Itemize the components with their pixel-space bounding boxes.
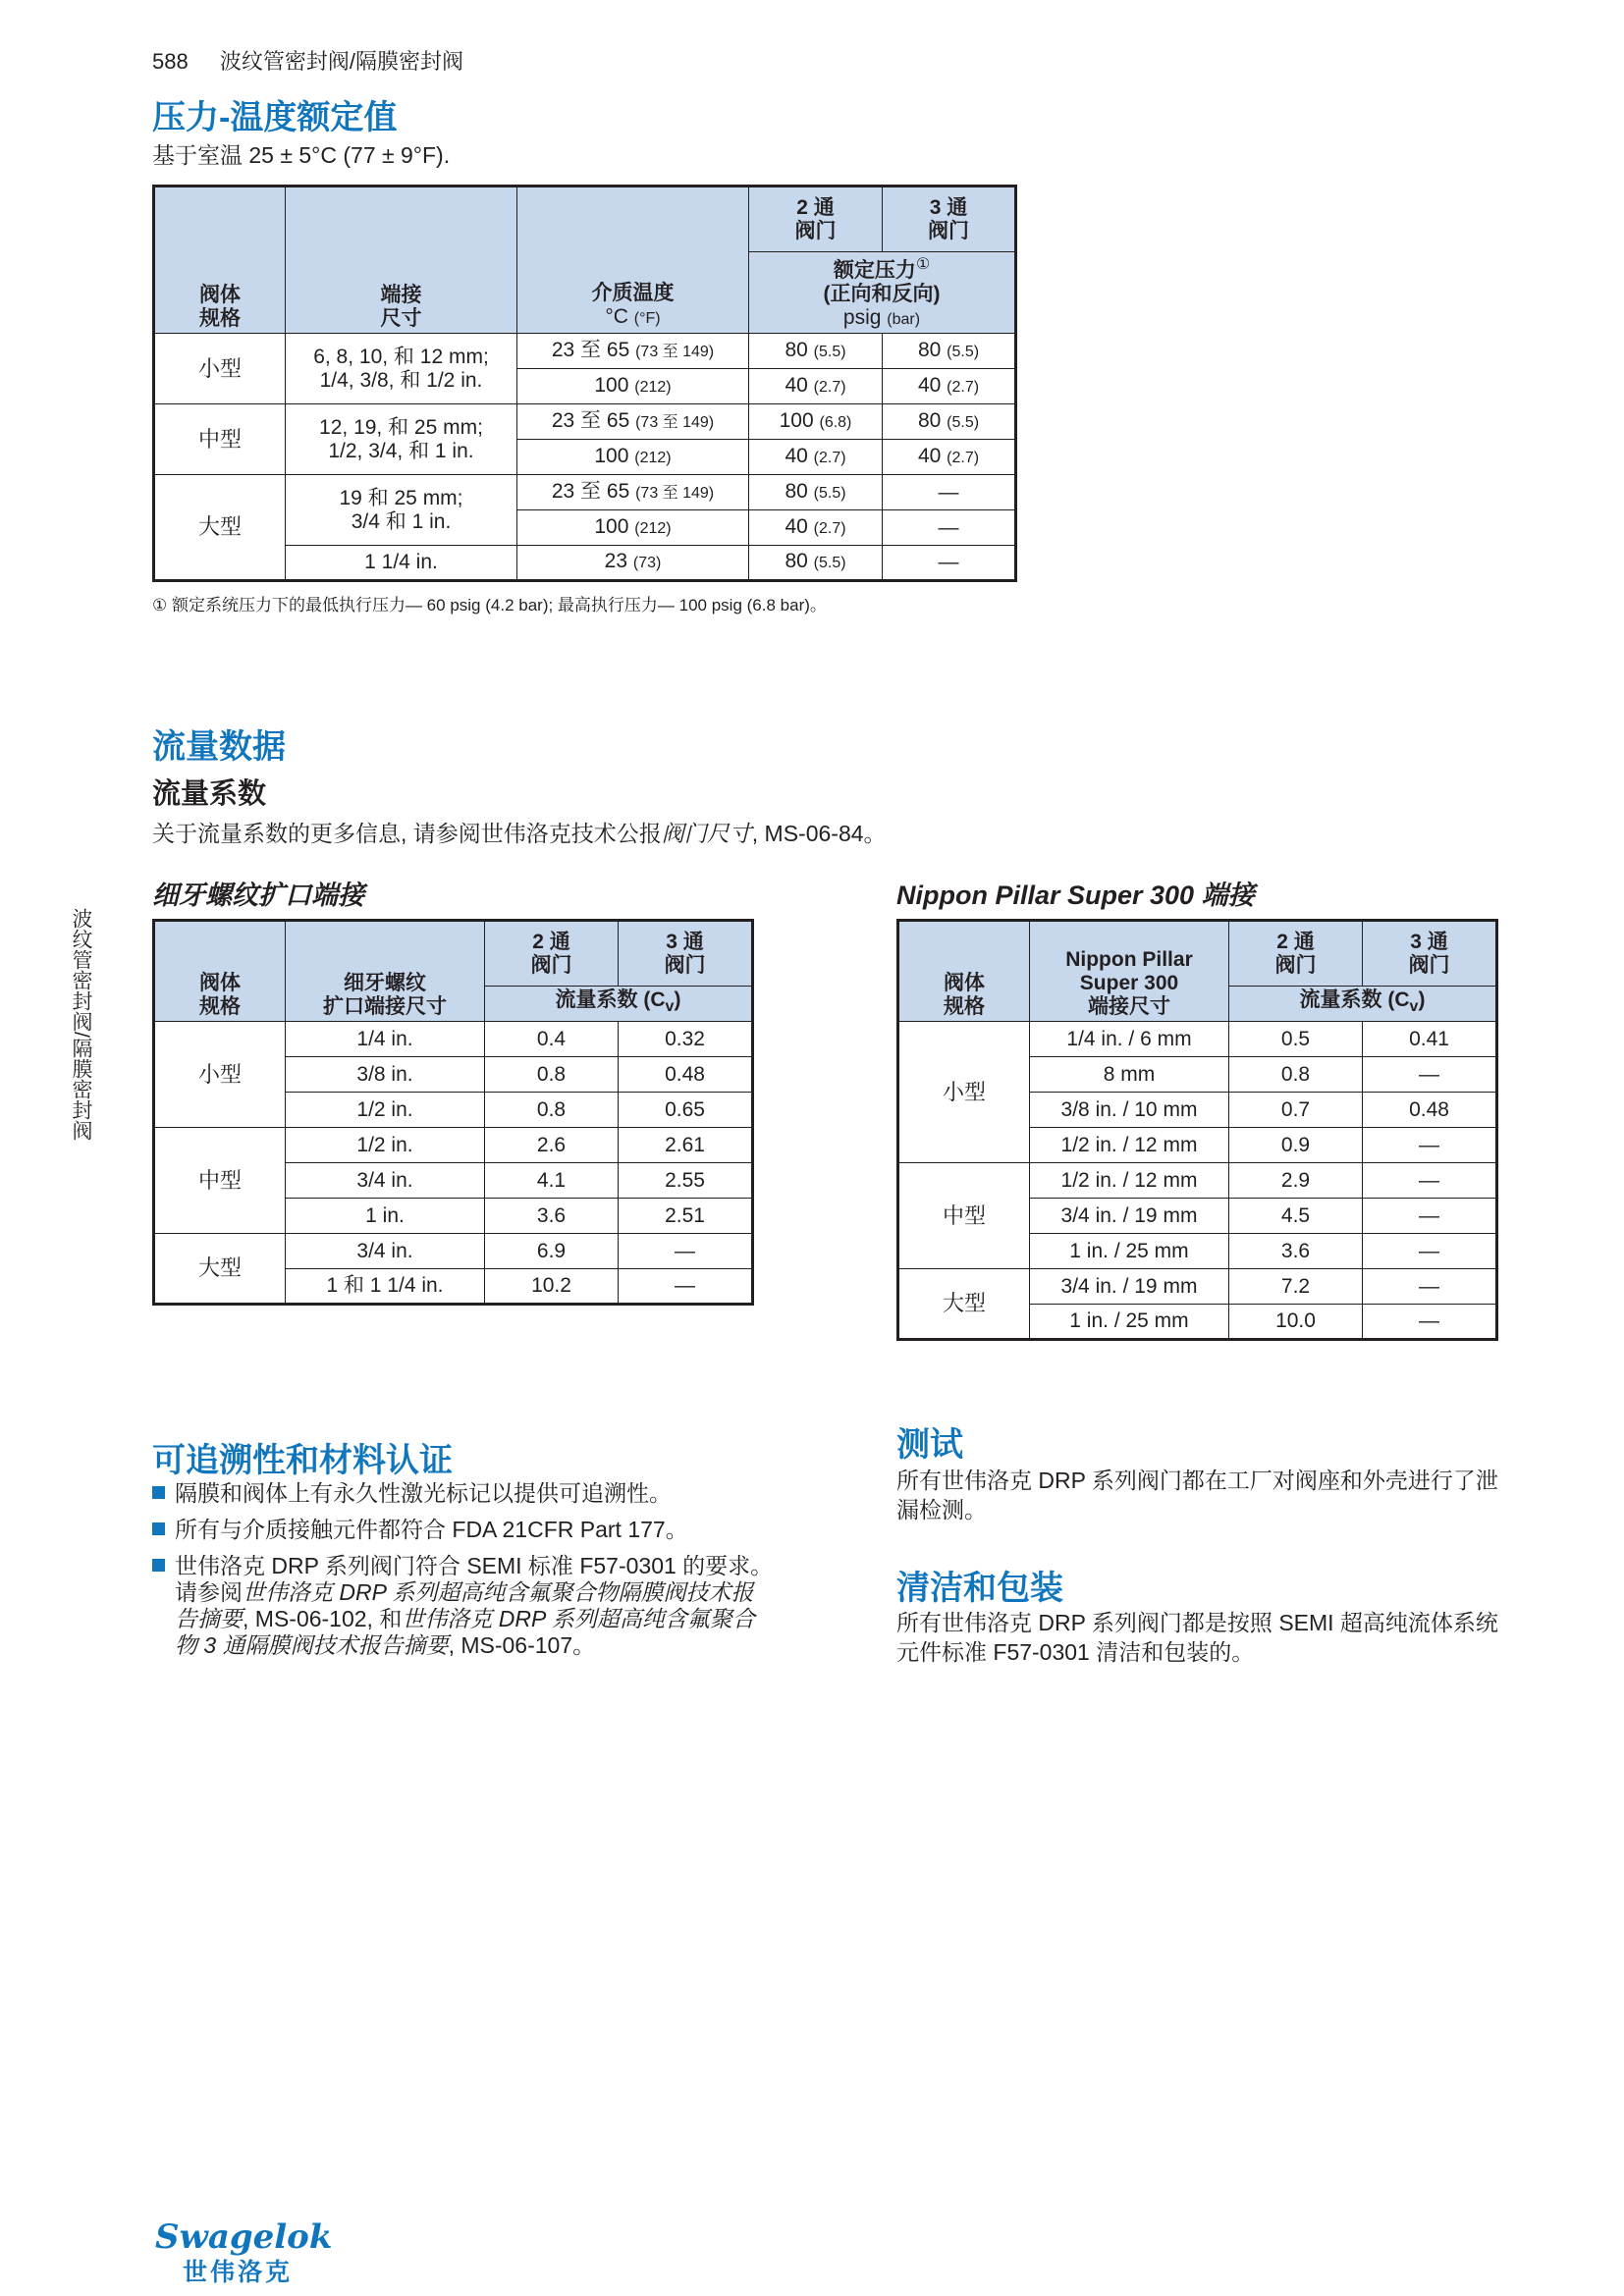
th-two-way: 2 通 阀门: [485, 921, 619, 987]
temp-value: 100: [594, 514, 629, 538]
temp-f-value: (73 至 149): [635, 413, 715, 431]
end-cell: 1 in. / 25 mm: [1030, 1305, 1229, 1340]
temp-cell: [517, 475, 749, 510]
table-row: [898, 1163, 1497, 1199]
two-way-cell: [749, 510, 883, 546]
two-way-cell: 3.6: [1229, 1234, 1363, 1269]
temp-cell: [517, 369, 749, 404]
three-way-cell: —: [883, 475, 1016, 510]
end-cell: 1 in. / 25 mm: [1030, 1234, 1229, 1269]
end-cell: 3/4 in. / 19 mm: [1030, 1269, 1229, 1305]
temp-f-value: (212): [634, 449, 672, 466]
ref-doc-title: 告摘要: [175, 1606, 243, 1631]
th-cv-sub: v: [665, 998, 675, 1016]
bar-value: (5.5): [813, 555, 846, 571]
bar-value: (2.7): [813, 449, 846, 466]
list-item: [152, 1517, 859, 1543]
psig-value: 40: [917, 373, 942, 397]
th-two-way: 2 通 阀门: [749, 187, 883, 252]
page-header: [152, 45, 463, 76]
psig-value: 40: [785, 444, 808, 467]
th-temp-unit-f: (°F): [633, 310, 661, 327]
bar-value: (5.5): [947, 413, 980, 431]
bar-value: (5.5): [813, 343, 846, 360]
temp-f-value: (212): [634, 378, 672, 396]
end-cell: 3/8 in. / 10 mm: [1030, 1093, 1229, 1128]
two-way-cell: 0.5: [1229, 1022, 1363, 1057]
temp-value: 23: [604, 550, 628, 572]
traceability-title: 可追溯性和材料认证: [152, 1442, 453, 1479]
end-cell: 1/4 in.: [286, 1022, 485, 1057]
ref-doc-title: 世伟洛克 DRP 系列超高纯含氟聚合: [402, 1606, 755, 1631]
ref-doc-title: 世伟洛克 DRP 系列超高纯含氟聚合物隔膜阀技术报: [243, 1579, 754, 1605]
th-flow-coefficient: [485, 987, 753, 1022]
two-way-cell: 0.8: [485, 1093, 619, 1128]
ref-doc-title: 物 3 通隔膜阀技术报告摘要: [175, 1632, 449, 1658]
table-row: [154, 334, 1016, 369]
th-three-way: 3 通 阀门: [883, 187, 1016, 252]
end-cell: 6, 8, 10, 和 12 mm; 1/4, 3/8, 和 1/2 in.: [286, 334, 517, 404]
fine-thread-flow-table: [152, 919, 754, 1306]
th-end-size: 端接 尺寸: [286, 187, 517, 334]
nippon-title: Nippon Pillar Super 300 端接: [896, 881, 1255, 910]
temp-value: 23 至 65: [551, 338, 630, 361]
table-row: [898, 1022, 1497, 1057]
three-way-cell: —: [619, 1234, 753, 1269]
two-way-cell: [749, 546, 883, 581]
bar-value: (2.7): [813, 519, 846, 537]
end-cell: 1/2 in.: [286, 1128, 485, 1163]
three-way-cell: 0.41: [1363, 1022, 1497, 1057]
bullet-icon: [152, 1522, 165, 1535]
th-cv-close: ): [1418, 988, 1426, 1011]
th-two-way: 2 通 阀门: [1229, 921, 1363, 987]
temp-f-value: (212): [634, 519, 672, 537]
psig-value: 80: [917, 338, 942, 361]
three-way-cell: —: [1363, 1199, 1497, 1234]
psig-value: 80: [785, 479, 808, 503]
two-way-cell: 0.8: [485, 1057, 619, 1093]
table-row: [898, 1269, 1497, 1305]
two-way-cell: [749, 440, 883, 475]
three-way-cell: [883, 440, 1016, 475]
end-cell: 1/2 in. / 12 mm: [1030, 1163, 1229, 1199]
size-cell: 小型: [154, 1022, 286, 1128]
three-way-cell: —: [1363, 1234, 1497, 1269]
th-three-way: 3 通 阀门: [619, 921, 753, 987]
cleaning-text-line: 所有世伟洛克 DRP 系列阀门都是按照 SEMI 超高纯流体系统: [896, 1610, 1498, 1635]
two-way-cell: [749, 404, 883, 440]
bullet-icon: [152, 1486, 165, 1499]
bar-value: (5.5): [947, 343, 980, 360]
size-cell: 大型: [154, 1234, 286, 1305]
end-cell: 3/8 in.: [286, 1057, 485, 1093]
th-rated-label: 额定压力: [833, 259, 916, 282]
traceability-list: [152, 1480, 859, 1659]
temp-cell: [517, 546, 749, 581]
size-cell: 中型: [154, 1128, 286, 1234]
th-rated-direction: (正向和反向): [823, 283, 941, 305]
three-way-cell: [883, 334, 1016, 369]
bar-value: (5.5): [813, 484, 846, 502]
testing-title: 测试: [896, 1426, 963, 1464]
th-body-size: 阀体 规格: [898, 921, 1030, 1022]
list-item-text: , MS-06-107。: [448, 1632, 596, 1658]
end-cell: 8 mm: [1030, 1057, 1229, 1093]
table-row: [154, 1128, 753, 1163]
two-way-cell: 10.0: [1229, 1305, 1363, 1340]
temp-value: 100: [594, 373, 629, 397]
end-cell: 1/2 in.: [286, 1093, 485, 1128]
pressure-subtitle: 基于室温 25 ± 5°C (77 ± 9°F).: [152, 142, 451, 168]
flow-desc-pre: 关于流量系数的更多信息, 请参阅世伟洛克技术公报: [152, 821, 662, 846]
three-way-cell: —: [1363, 1057, 1497, 1093]
size-cell: 中型: [898, 1163, 1030, 1269]
th-media-temp: [517, 187, 749, 334]
three-way-cell: —: [883, 546, 1016, 581]
th-temp-unit-c: °C: [605, 305, 628, 328]
th-cv-label: 流量系数 (C: [555, 988, 666, 1011]
two-way-cell: 0.9: [1229, 1128, 1363, 1163]
temp-value: 100: [594, 444, 629, 467]
bar-value: (6.8): [819, 413, 852, 431]
flow-desc-em: 阀门尺寸: [661, 821, 752, 846]
size-cell: 中型: [154, 404, 286, 475]
temp-f-value: (73 至 149): [635, 343, 715, 360]
size-cell: 大型: [154, 475, 286, 581]
three-way-cell: 0.48: [619, 1057, 753, 1093]
three-way-cell: 2.61: [619, 1128, 753, 1163]
testing-text-line: 漏检测。: [896, 1497, 987, 1522]
list-item-text: , MS-06-102, 和: [243, 1606, 403, 1631]
pressure-temperature-table: [152, 185, 1017, 582]
bar-value: (2.7): [813, 378, 846, 396]
fine-thread-title: 细牙螺纹扩口端接: [152, 881, 364, 910]
two-way-cell: 10.2: [485, 1269, 619, 1305]
temp-value: 23 至 65: [551, 408, 630, 432]
temp-cell: [517, 440, 749, 475]
two-way-cell: 0.4: [485, 1022, 619, 1057]
table-row: [154, 404, 1016, 440]
list-item: [152, 1480, 859, 1507]
psig-value: 80: [785, 338, 808, 361]
temp-cell: [517, 510, 749, 546]
page-number: 588: [152, 49, 189, 74]
temp-cell: [517, 404, 749, 440]
th-body-size: 阀体 规格: [154, 921, 286, 1022]
logo-brand: Swagelok: [155, 2217, 333, 2257]
three-way-cell: 0.48: [1363, 1093, 1497, 1128]
list-item-text: 请参阅: [175, 1579, 243, 1605]
psig-value: 40: [917, 444, 942, 467]
three-way-cell: —: [1363, 1269, 1497, 1305]
two-way-cell: 0.8: [1229, 1057, 1363, 1093]
size-cell: 小型: [898, 1022, 1030, 1163]
th-cv-label: 流量系数 (C: [1299, 988, 1410, 1011]
table-row: [154, 1022, 753, 1057]
list-item-text: 世伟洛克 DRP 系列阀门符合 SEMI 标准 F57-0301 的要求。: [175, 1553, 774, 1578]
header-title: 波纹管密封阀/隔膜密封阀: [219, 49, 463, 74]
list-item-text: 隔膜和阀体上有永久性激光标记以提供可追溯性。: [175, 1480, 672, 1506]
psig-value: 80: [785, 550, 808, 572]
cleaning-text: [896, 1608, 1584, 1667]
psig-value: 100: [779, 408, 814, 432]
temp-f-value: (73): [632, 555, 662, 571]
end-cell: 3/4 in.: [286, 1234, 485, 1269]
psig-value: 40: [785, 373, 808, 397]
swagelok-logo: [155, 2217, 332, 2288]
th-cv-close: ): [674, 988, 681, 1011]
psig-value: 40: [785, 514, 808, 538]
three-way-cell: —: [883, 510, 1016, 546]
two-way-cell: 4.1: [485, 1163, 619, 1199]
three-way-cell: [883, 404, 1016, 440]
end-cell: 1 in.: [286, 1199, 485, 1234]
list-item: [152, 1553, 859, 1659]
end-cell: 19 和 25 mm; 3/4 和 1 in.: [286, 475, 517, 546]
th-three-way: 3 通 阀门: [1363, 921, 1497, 987]
th-end-size: 细牙螺纹 扩口端接尺寸: [286, 921, 485, 1022]
three-way-cell: 2.55: [619, 1163, 753, 1199]
two-way-cell: 7.2: [1229, 1269, 1363, 1305]
end-cell: 1 1/4 in.: [286, 546, 517, 581]
cleaning-title: 清洁和包装: [896, 1570, 1063, 1607]
two-way-cell: 4.5: [1229, 1199, 1363, 1234]
two-way-cell: [749, 334, 883, 369]
size-cell: 小型: [154, 334, 286, 404]
testing-text: [896, 1466, 1584, 1524]
end-cell: 3/4 in. / 19 mm: [1030, 1199, 1229, 1234]
nippon-flow-table: [896, 919, 1498, 1341]
size-cell: 大型: [898, 1269, 1030, 1340]
three-way-cell: 2.51: [619, 1199, 753, 1234]
th-body-size: 阀体 规格: [154, 187, 286, 334]
th-rated-mark: ①: [915, 256, 931, 273]
end-cell: 1/4 in. / 6 mm: [1030, 1022, 1229, 1057]
cleaning-text-line: 元件标准 F57-0301 清洁和包装的。: [896, 1639, 1255, 1665]
three-way-cell: —: [1363, 1128, 1497, 1163]
temp-cell: [517, 334, 749, 369]
flow-description: [152, 819, 887, 848]
temp-value: 23 至 65: [551, 479, 630, 503]
table-row: [154, 475, 1016, 510]
flow-section-title: 流量数据: [152, 728, 286, 766]
bullet-icon: [152, 1559, 165, 1572]
th-end-size: Nippon Pillar Super 300 端接尺寸: [1030, 921, 1229, 1022]
psig-value: 80: [917, 408, 942, 432]
pressure-footnote: ① 额定系统压力下的最低执行压力— 60 psig (4.2 bar); 最高执行压力— 100 psig (6.8 bar)。: [152, 596, 827, 614]
table-row: [154, 1234, 753, 1269]
pressure-section-title: 压力-温度额定值: [152, 99, 398, 136]
bar-value: (2.7): [947, 449, 980, 466]
th-cv-sub: v: [1409, 998, 1419, 1016]
end-cell: 1/2 in. / 12 mm: [1030, 1128, 1229, 1163]
end-cell: 12, 19, 和 25 mm; 1/2, 3/4, 和 1 in.: [286, 404, 517, 475]
two-way-cell: 2.6: [485, 1128, 619, 1163]
two-way-cell: 2.9: [1229, 1163, 1363, 1199]
th-flow-coefficient: [1229, 987, 1497, 1022]
three-way-cell: —: [1363, 1163, 1497, 1199]
th-bar: (bar): [887, 311, 921, 328]
two-way-cell: 0.7: [1229, 1093, 1363, 1128]
three-way-cell: —: [619, 1269, 753, 1305]
logo-brand-cn: 世伟洛克: [183, 2259, 294, 2286]
th-psig: psig: [842, 306, 882, 329]
flow-desc-post: , MS-06-84。: [751, 821, 887, 846]
bar-value: (2.7): [947, 378, 980, 396]
th-media-temp-label: 介质温度: [591, 282, 675, 304]
end-cell: 1 和 1 1/4 in.: [286, 1269, 485, 1305]
list-item-text: 所有与介质接触元件都符合 FDA 21CFR Part 177。: [175, 1517, 688, 1542]
flow-subtitle: 流量系数: [152, 778, 267, 810]
end-cell: 3/4 in.: [286, 1163, 485, 1199]
side-tab: 波纹管密封阀/隔膜密封阀: [70, 908, 92, 1141]
temp-f-value: (73 至 149): [635, 484, 715, 502]
three-way-cell: 0.32: [619, 1022, 753, 1057]
testing-text-line: 所有世伟洛克 DRP 系列阀门都在工厂对阀座和外壳进行了泄: [896, 1468, 1498, 1493]
two-way-cell: [749, 475, 883, 510]
three-way-cell: —: [1363, 1305, 1497, 1340]
three-way-cell: 0.65: [619, 1093, 753, 1128]
three-way-cell: [883, 369, 1016, 404]
two-way-cell: 3.6: [485, 1199, 619, 1234]
th-rated-pressure: [749, 252, 1016, 334]
two-way-cell: [749, 369, 883, 404]
two-way-cell: 6.9: [485, 1234, 619, 1269]
